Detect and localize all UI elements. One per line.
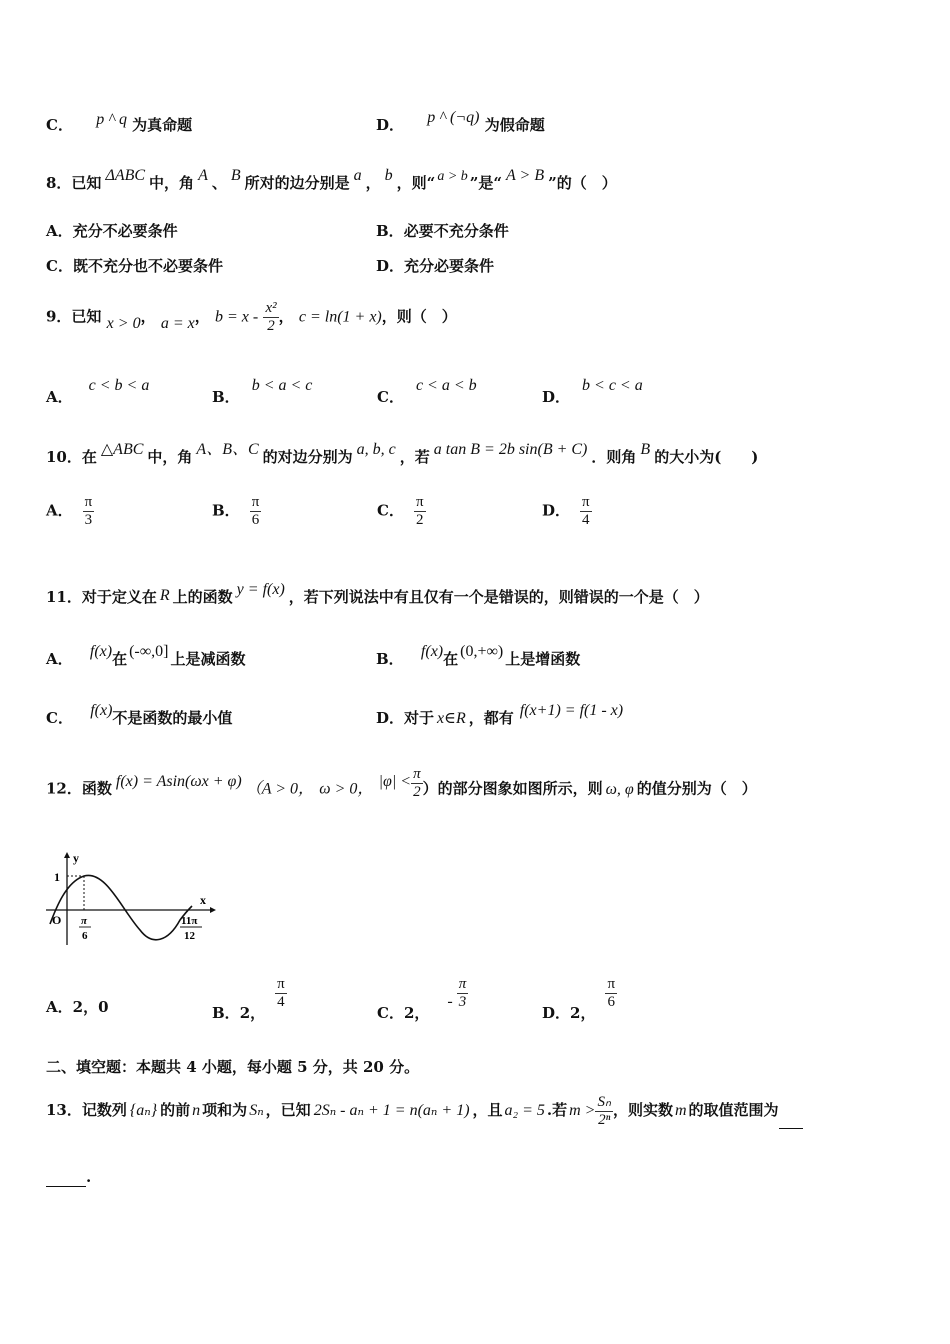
frac-den: 4 [277,994,285,1010]
q13-text: .若 [546,1101,568,1119]
option-label: A． [46,388,73,406]
q12-option-c [377,976,468,1022]
q8-text: ，则“ [396,174,436,192]
option-math: c < b < a [88,377,150,394]
q12-option-b [212,976,287,1022]
option-label: A． [46,998,73,1016]
option-fraction [414,494,426,529]
option-label: A． [46,501,73,520]
frac-num: π [84,494,93,510]
q10-angles: A、B、C [196,441,259,458]
q11-stem [46,581,709,607]
option-fraction [250,494,262,529]
q12-stem [46,766,757,807]
option-fraction [275,976,287,1011]
option-label: D． [376,257,405,275]
q8-option-d [376,255,494,276]
q13-stem [46,1092,803,1129]
q13-answer-blank-2[interactable] [46,1168,86,1187]
option-label: B． [376,650,404,668]
q7-option-c-text: 为真命题 [132,116,193,134]
q8-option-b [376,220,509,241]
q10-option-a [46,494,94,529]
option-text: 2， [239,1003,266,1022]
q11-option-b [376,643,581,669]
option-fraction [605,976,617,1011]
option-text: 充分不必要条件 [72,222,178,240]
q12-vars: ω, φ [605,780,634,798]
q8-text: 中，角 [149,174,195,192]
q13-answer-line [46,1168,91,1187]
q10-text: 的大小为( ) [654,448,759,466]
option-fraction [83,494,95,529]
q13-a2: a₂ = 5 [504,1102,545,1119]
option-label: C． [377,1003,404,1022]
q12-number: 12．函数 [46,779,112,798]
q12-option-d [542,976,617,1022]
q10-option-d [542,494,592,529]
q13-sequence: {aₙ} [129,1102,158,1119]
q10-text: 的对边分别为 [262,448,353,466]
q8-side-a: a [353,167,362,184]
x-tick-2-den: 12 [184,930,195,942]
q13-end: . [86,1168,92,1186]
option-label: A． [46,222,73,240]
q13-number: 13．记数列 [46,1101,127,1119]
q8-option-c [46,255,223,276]
x-axis-label: x [200,893,206,907]
option-label: D． [376,709,405,727]
section-2-title: 二、填空题：本题共 4 小题，每小题 5 分，共 20 分。 [46,1058,420,1076]
q7-option-c-math: p ^ q [96,111,127,128]
q8-stem [46,167,617,193]
x-tick-1-den: 6 [82,930,88,942]
option-label: D． [376,116,405,134]
q8-text: ， [365,174,381,192]
q13-text: ，且 [472,1101,503,1119]
q11-option-d [376,702,624,728]
origin-label: O [52,913,62,927]
frac-den: 2 [413,784,421,800]
q10-angle-b: B [640,441,651,458]
q9-cond-1: x > 0 [106,314,141,332]
option-text: 2， [570,1003,596,1022]
q9-tail: ，则（ ） [381,307,457,326]
q13-text: 项和为 [202,1101,248,1119]
x-tick-2-num: 11π [181,915,198,927]
frac-num: π [277,976,285,992]
frac-num: π [582,494,590,510]
q13-m: m [674,1102,687,1119]
option-text: ，都有 [468,709,514,727]
frac-num: π [251,494,260,510]
q13-text: 的前 [160,1101,191,1119]
q13-n: n [192,1102,201,1119]
option-text: 2， [403,1003,430,1022]
option-label: A． [46,650,73,668]
q7-option-d-math: p ^ (¬q) [427,109,480,126]
option-label: B． [212,1003,240,1022]
q7-option-c [46,111,193,135]
q12-fraction [411,766,423,801]
q10-option-c [377,494,426,529]
q8-side-b: b [384,167,393,184]
q8-text: ”是“ [469,174,503,192]
x-axis-arrow-icon [210,907,216,913]
option-label: C． [46,257,73,275]
q8-triangle: ΔABC [105,167,146,184]
option-text: 对于 [404,709,435,727]
option-interval: (0,+∞) [460,643,504,660]
option-text: 既不充分也不必要条件 [72,257,223,275]
q10-triangle: △ABC [100,441,144,458]
q12-sine-graph [40,850,220,950]
q13-fraction [595,1094,612,1129]
q12-cond-3: |φ| < [378,772,412,790]
q12-text: ）的部分图象如图所示，则 [422,779,603,798]
option-text: 不是函数的最小值 [112,709,233,727]
option-text: 上是增函数 [505,650,581,668]
option-label: B． [212,388,240,406]
option-math: b < c < a [582,377,643,394]
q11-option-c [46,702,233,728]
q9-cond-4: c = ln(1 + x) [298,308,382,326]
q12-cond-1: （A > 0， [245,780,315,798]
q8-angle-b: B [230,167,241,184]
option-label: C． [377,501,404,520]
q9-fraction [263,300,278,335]
option-text: 2，0 [72,998,109,1016]
q10-text: 中，角 [147,448,193,466]
option-fraction [580,494,592,529]
option-math: b < a < c [251,377,313,394]
x-tick-1-num: π [81,915,88,927]
q9-option-a [46,374,150,406]
q9-frac-den: 2 [267,318,275,334]
frac-num: π [458,976,467,992]
option-text: 在 [112,650,128,668]
q10-stem [46,441,759,467]
option-text: 在 [443,650,459,668]
option-label: D． [542,388,571,406]
option-label: D． [542,1003,571,1022]
q12-function: f(x) = Asin(ωx + φ) [115,772,242,790]
option-math: f(x) [90,702,113,719]
q13-sn: Sₙ [249,1102,264,1119]
option-fraction [457,976,469,1011]
q11-set-r: R [159,587,170,604]
q8-condition-2: A > B [506,167,545,184]
q10-option-b [212,494,261,529]
q13-text: ，已知 [265,1101,311,1119]
option-label: C． [377,388,404,406]
frac-den: 6 [607,994,615,1010]
q8-angle-a: A [198,167,208,184]
q8-condition-1: a > b [437,169,468,184]
option-text: 必要不充分条件 [403,222,509,240]
q8-text: 所对的边分别是 [244,174,350,192]
q10-equation: a tan B = 2b sin(B + C) [433,441,588,458]
q12-cond-2: ω > 0， [319,780,374,798]
q9-stem: 9．已知 x > 0， a = x， b = x - $\frac{\text{x²}}{2}$ ， c = ln(1 + x)，则（ ） [46,300,457,334]
q13-equation: 2Sₙ - aₙ + 1 = n(aₙ + 1) [313,1102,470,1119]
q8-number: 8．已知 [46,174,102,192]
option-label: B． [376,222,404,240]
q11-number: 11．对于定义在 [46,588,157,606]
option-label: D． [542,501,571,520]
q8-text: ”的（ ） [548,174,617,192]
q9-cond-3: b = x - [214,308,259,326]
option-math: f(x) [89,643,113,660]
q9-number: 9．已知 [46,307,102,326]
q12-text: 的值分别为（ ） [636,779,757,798]
option-math: f(x+1) = f(1 - x) [519,702,624,719]
frac-den: 3 [84,512,93,528]
q11-text: 上的函数 [172,588,233,606]
frac-num: π [413,766,421,782]
option-math: f(x) [420,643,444,660]
q12-option-a [46,996,109,1017]
q13-text: 的取值范围为 [688,1101,779,1119]
y-tick-label: 1 [54,870,60,884]
frac-num: Sₙ [597,1093,611,1110]
q10-sides: a, b, c [356,441,396,458]
q8-text: 、 [211,174,227,192]
frac-den: 6 [251,512,260,528]
option-math: x∈R [437,710,466,727]
y-axis-label: y [73,851,79,865]
q7-option-d [376,109,545,135]
q9-option-d [542,374,643,406]
q11-option-a [46,643,246,669]
q11-function: y = f(x) [236,581,285,598]
option-sign: - [447,992,453,1010]
q13-inequality: m > [569,1102,596,1119]
option-label: C． [46,709,73,727]
q9-frac-num: x² [265,300,277,316]
option-text: 上是减函数 [170,650,246,668]
option-interval: (-∞,0] [129,643,169,660]
option-label: B． [212,501,240,520]
q9-option-b [212,374,313,406]
option-label: C． [46,116,73,134]
q9-option-c [377,374,477,406]
q10-text: ．则角 [591,448,637,466]
frac-num: π [415,494,424,510]
q13-answer-blank-1[interactable] [779,1092,803,1129]
y-axis-arrow-icon [64,852,70,858]
q11-text: ，若下列说法中有且仅有一个是错误的，则错误的一个是（ ） [288,588,709,606]
frac-den: 2 [415,512,424,528]
frac-den: 3 [458,994,467,1010]
q10-number: 10．在 [46,448,97,466]
frac-den: 4 [582,512,590,528]
q10-text: ，若 [399,448,430,466]
option-math: c < a < b [415,377,477,394]
q7-option-d-text: 为假命题 [484,116,545,134]
frac-den: 2ⁿ [598,1111,611,1128]
frac-num: π [607,976,616,992]
sine-curve [50,875,192,939]
q13-text: ，则实数 [612,1101,673,1119]
option-text: 充分必要条件 [404,257,495,275]
q8-option-a [46,220,178,241]
q9-cond-2: a = x [160,314,195,332]
